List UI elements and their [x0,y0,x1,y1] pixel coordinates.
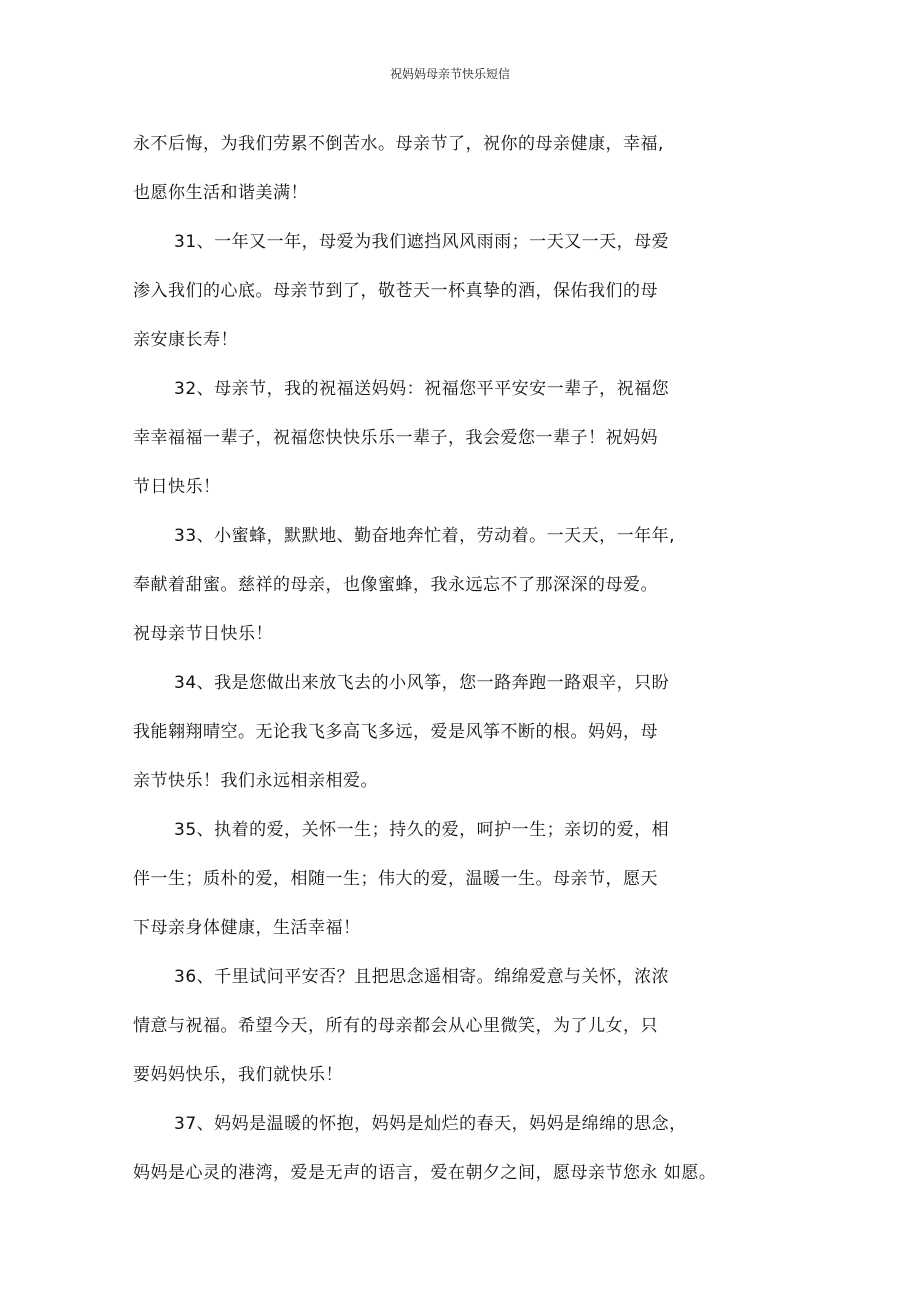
text-line: 下母亲身体健康，生活幸福！ [133,918,361,938]
text-line: 34、我是您做出来放飞去的小风筝，您一路奔跑一路艰辛，只盼 [174,673,670,693]
text-line: 伴一生；质朴的爱，相随一生；伟大的爱，温暖一生。母亲节，愿天 [133,869,658,889]
text-line: 亲节快乐！我们永远相亲相爱。 [133,771,378,791]
text-line: 也愿你生活和谐美满！ [133,183,308,203]
text-line: 36、千里试问平安否？且把思念遥相寄。绵绵爱意与关怀，浓浓 [174,967,670,987]
text-line: 情意与祝福。希望今天，所有的母亲都会从心里微笑，为了儿女，只 [133,1016,658,1036]
text-line: 要妈妈快乐，我们就快乐！ [133,1065,343,1085]
text-line: 渗入我们的心底。母亲节到了，敬苍天一杯真挚的酒，保佑我们的母 [133,281,658,301]
text-line: 我能翱翔晴空。无论我飞多高飞多远，爱是风筝不断的根。妈妈，母 [133,722,658,742]
text-line: 永不后悔，为我们劳累不倒苦水。母亲节了，祝你的母亲健康，幸福, [133,134,664,154]
text-line: 32、母亲节，我的祝福送妈妈：祝福您平平安安一辈子，祝福您 [174,379,670,399]
page-header: 祝妈妈母亲节快乐短信 [389,67,510,81]
text-line: 33、小蜜蜂，默默地、勤奋地奔忙着，劳动着。一天天，一年年, [174,526,676,546]
text-line: 奉献着甜蜜。慈祥的母亲，也像蜜蜂，我永远忘不了那深深的母爱。 [133,575,658,595]
text-line: 31、一年又一年，母爱为我们遮挡风风雨雨；一天又一天，母爱 [174,232,670,252]
text-line: 37、妈妈是温暖的怀抱，妈妈是灿烂的春天，妈妈是绵绵的思念， [174,1114,687,1134]
text-line: 祝母亲节日快乐！ [133,624,273,644]
text-line: 妈妈是心灵的港湾，爱是无声的语言，爱在朝夕之间，愿母亲节您永 如愿。 [133,1163,717,1183]
text-line: 亲安康长寿！ [133,330,238,350]
text-line: 节日快乐！ [133,477,221,497]
text-line: 幸幸福福一辈子，祝福您快快乐乐一辈子，我会爱您一辈子！祝妈妈 [133,428,658,448]
text-line: 35、执着的爱，关怀一生；持久的爱，呵护一生；亲切的爱，相 [174,820,670,840]
